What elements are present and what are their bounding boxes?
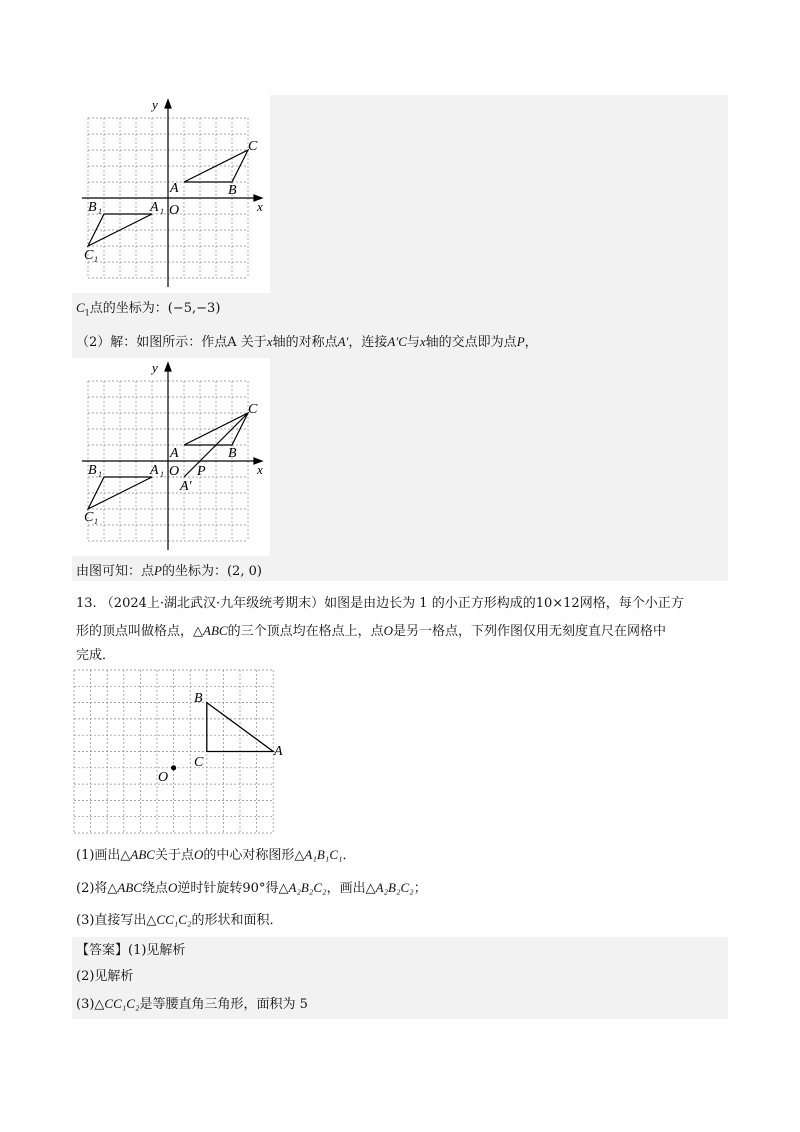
q13-sub2	[76, 878, 427, 899]
label-C: C	[248, 139, 258, 154]
sub1-c: 的中心对称图形	[203, 848, 295, 863]
coordinate-figure-2	[72, 358, 270, 556]
p-text-b: 的坐标为：	[161, 564, 227, 579]
label-A1-sub-2: 1	[160, 470, 164, 479]
sub2-f: ；	[413, 881, 427, 896]
p-coordinate: (2, 0)	[226, 564, 262, 579]
part2-aprime-c: A′C	[387, 334, 407, 349]
sub3-a: (3)直接写出	[76, 913, 147, 928]
label-A-2: A	[170, 446, 179, 461]
c1-subscript: 1	[84, 308, 90, 318]
part2-aprime: A′	[337, 334, 349, 349]
part2-x-symbol-2: x	[419, 334, 426, 349]
label-A: A	[170, 181, 179, 196]
q13-text-a: 13. （2024上·湖北武汉·九年级统考期末）如图是由边长为 1 的小正方形构成的	[76, 596, 536, 611]
answer-line1: 【答案】(1)见解析	[76, 943, 186, 958]
answer-line3-a: (3)	[76, 997, 95, 1012]
sub3-b: 的形状和面积．	[191, 913, 283, 928]
sub2-c: 逆时针旋转	[177, 881, 243, 896]
sub2-point-o: O	[168, 880, 178, 895]
part2-p-symbol: P	[516, 334, 525, 349]
answer-line2: (2)见解析	[76, 969, 134, 984]
x-axis-label: x	[257, 199, 263, 214]
sub1-triangle: △ABC	[120, 847, 155, 862]
part2-text-b: 轴的对称点	[272, 335, 338, 350]
label-C-2: C	[248, 402, 258, 417]
part2-text-f: ，	[524, 335, 538, 350]
part2-text-a: （2）解：如图所示：作点A 关于	[76, 335, 267, 350]
label-C1: C	[84, 248, 94, 263]
label-C1-sub: 1	[94, 255, 98, 264]
sub2-result-1: △A₂B₂C₂	[278, 880, 327, 895]
c1-coordinate: (−5,−3)	[167, 301, 221, 316]
part2-line	[76, 332, 538, 353]
sub3-triangle: △CC₁C₂	[146, 912, 192, 927]
q13-line2-a: 形的顶点叫做格点，	[76, 624, 194, 639]
q13-grid-size: 10×12	[535, 596, 580, 611]
sub2-e: ，画出	[326, 881, 366, 896]
p-symbol: P	[154, 563, 162, 578]
sub2-degree: 90°	[242, 881, 266, 896]
sub2-b: 绕点	[141, 881, 168, 896]
sub1-d: ．	[342, 848, 356, 863]
y-axis-label: y	[152, 97, 158, 112]
sub1-b: 关于点	[154, 848, 194, 863]
p-text-a: 由图可知：点	[76, 564, 155, 579]
part2-text-c: ，连接	[348, 335, 388, 350]
label-B1-sub: 1	[98, 207, 102, 216]
label-Aprime-2: A′	[180, 479, 192, 494]
sub1-result: △A₁B₁C₁	[294, 847, 343, 862]
c1-text: 点的坐标为：	[89, 301, 168, 316]
q13-sub1	[76, 845, 356, 866]
q13-sub3	[76, 910, 283, 931]
q13-line3: 完成．	[76, 648, 116, 663]
c1-coordinate-line	[76, 298, 220, 324]
fig3-label-C: C	[194, 755, 204, 770]
q13-line2-b: 的三个顶点均在格点上，点	[227, 624, 384, 639]
x-axis-label-2: x	[257, 462, 263, 477]
sub2-result-2: △A₂B₂C₂	[365, 880, 414, 895]
fig3-label-A: A	[274, 744, 283, 759]
label-O: O	[169, 203, 180, 218]
label-C1-2: C	[84, 510, 94, 525]
grid-figure-3	[72, 668, 284, 836]
answer-triangle: △CC₁C₂	[94, 996, 140, 1011]
label-B1: B	[88, 200, 97, 215]
label-P-2: P	[197, 464, 206, 479]
label-A1: A	[150, 200, 159, 215]
q13-point-o: O	[383, 623, 393, 638]
label-O-2: O	[169, 464, 180, 479]
q13-text-b: 网格，每个小正方	[579, 596, 684, 611]
c1-symbol: C	[76, 300, 85, 315]
sub2-a: (2)将	[76, 881, 108, 896]
q13-line2	[76, 621, 666, 642]
fig3-label-B: B	[194, 691, 203, 706]
part2-text-e: 轴的交点即为点	[425, 335, 517, 350]
q13-line2-c: 是另一格点，下列作图仅用无刻度直尺在网格中	[392, 624, 666, 639]
label-C1-sub-2: 1	[94, 517, 98, 526]
label-B-2: B	[228, 446, 237, 461]
label-A1-sub: 1	[160, 207, 164, 216]
y-axis-label-2: y	[152, 360, 158, 375]
label-B: B	[228, 183, 237, 198]
q13-triangle-abc: △ABC	[193, 623, 228, 638]
label-B1-sub-2: 1	[98, 470, 102, 479]
part2-text-d: 与	[406, 335, 420, 350]
coordinate-figure-1	[72, 95, 270, 293]
fig3-label-O: O	[158, 770, 169, 785]
q13-line1	[76, 594, 684, 614]
answer-line3-b: 是等腰直角三角形，面积为 5	[139, 997, 308, 1012]
p-coordinate-line	[76, 561, 262, 582]
label-B1-2: B	[88, 463, 97, 478]
sub2-d: 得	[265, 881, 279, 896]
answer-line3	[76, 994, 308, 1015]
sub2-triangle: △ABC	[107, 880, 142, 895]
part2-x-symbol: x	[266, 334, 273, 349]
sub1-a: (1)画出	[76, 848, 121, 863]
sub1-point-o: O	[194, 847, 204, 862]
label-A1-2: A	[150, 463, 159, 478]
